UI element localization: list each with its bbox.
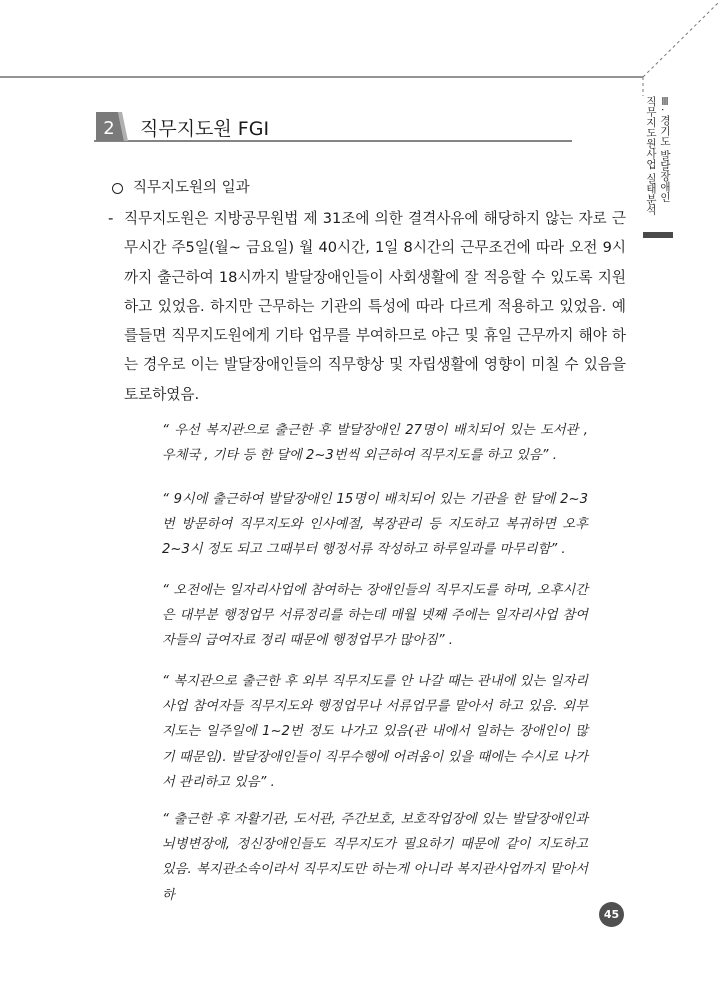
body-paragraph [108, 204, 626, 409]
body-paragraph-text: 직무지도원은 지방공무원법 제 31조에 의한 결격사유에 해당하지 않는 자로 근무시간 주5일(월~ 금요일) 월 40시간, 1일 8시간의 근무조건에 따라 오전 9시까지 출근하여 18시까지 발달장애인들이 사회생활에 잘 적응할 수 있도록 지원하고 있었음. 하지만 근무하는 기관의 특성에 따라 다르게 적용하고 있었음. 예를들면 직무지도원에게 기타 업무를 부여하므로 야근 및 휴일 근무까지 해야 하는 경우로 이는 발달장애인들의 직무향상 및 자립생활에 영향이 미칠 수 있음을 토로하였음. [124, 210, 626, 403]
dash-bullet-icon: - [108, 209, 114, 227]
side-chapter-tab [643, 96, 673, 232]
interview-quote: “ 출근한 후 자활기관, 도서관, 주간보호, 보호작업장에 있는 발달장애인과 뇌병변장애, 정신장애인들도 직무지도가 필요하기 때문에 같이 지도하고 있음. 복지관소속이라서 직무지도만 하는게 아니라 복지관사업까지 맡아서 하 [162, 812, 588, 903]
corner-dashed-diagonal [643, 2, 719, 77]
side-chapter-label: Ⅲ. 경기도 발달장애인 [659, 96, 671, 203]
section-number: 2 [103, 118, 115, 139]
side-chapter-subtitle: 직무지도원사업 실태분석 [645, 96, 657, 215]
interview-quote: “ 복지관으로 출근한 후 외부 직무지도를 안 나갈 때는 관내에 있는 일자리사업 참여자들 직무지도와 행정업무나 서류업무를 맡아서 하고 있음. 외부지도는 일주일에 1~2번 정도 나가고 있음(관 내에서 일하는 장애인이 많기 때문임). 발달장애인들이 직무수행에 어려움이 있을 때에는 수시로 나가서 관리하고 있음” . [162, 674, 588, 790]
interview-quote: “ 9시에 출근하여 발달장애인 15명이 배치되어 있는 기관을 한 달에 2~3번 방문하여 직무지도와 인사예절, 복장관리 등 지도하고 복귀하면 오후 2~3시 정도 되고 그때부터 행정서류 작성하고 하루일과를 마무리함” . [162, 492, 588, 558]
circle-bullet-icon [112, 183, 123, 194]
interview-quote: “ 오전에는 일자리사업에 참여하는 장애인들의 직무지도를 하며, 오후시간은 대부분 행정업무 서류정리를 하는데 매월 넷째 주에는 일자리사업 참여자들의 급여자료 정리 때문에 행정업무가 많아짐” . [162, 583, 588, 649]
page-number: 45 [599, 902, 624, 927]
interview-quote: “ 우선 복지관으로 출근한 후 발달장애인 27명이 배치되어 있는 도서관 , 우체국 , 기타 등 한 달에 2~3번씩 외근하여 직무지도를 하고 있음” . [162, 423, 588, 464]
section-title: 직무지도원 FGI [140, 118, 270, 140]
section-heading [94, 112, 572, 150]
subheading [112, 178, 250, 198]
subheading-text: 직무지도원의 일과 [133, 180, 250, 196]
side-tab-bar [643, 232, 673, 238]
